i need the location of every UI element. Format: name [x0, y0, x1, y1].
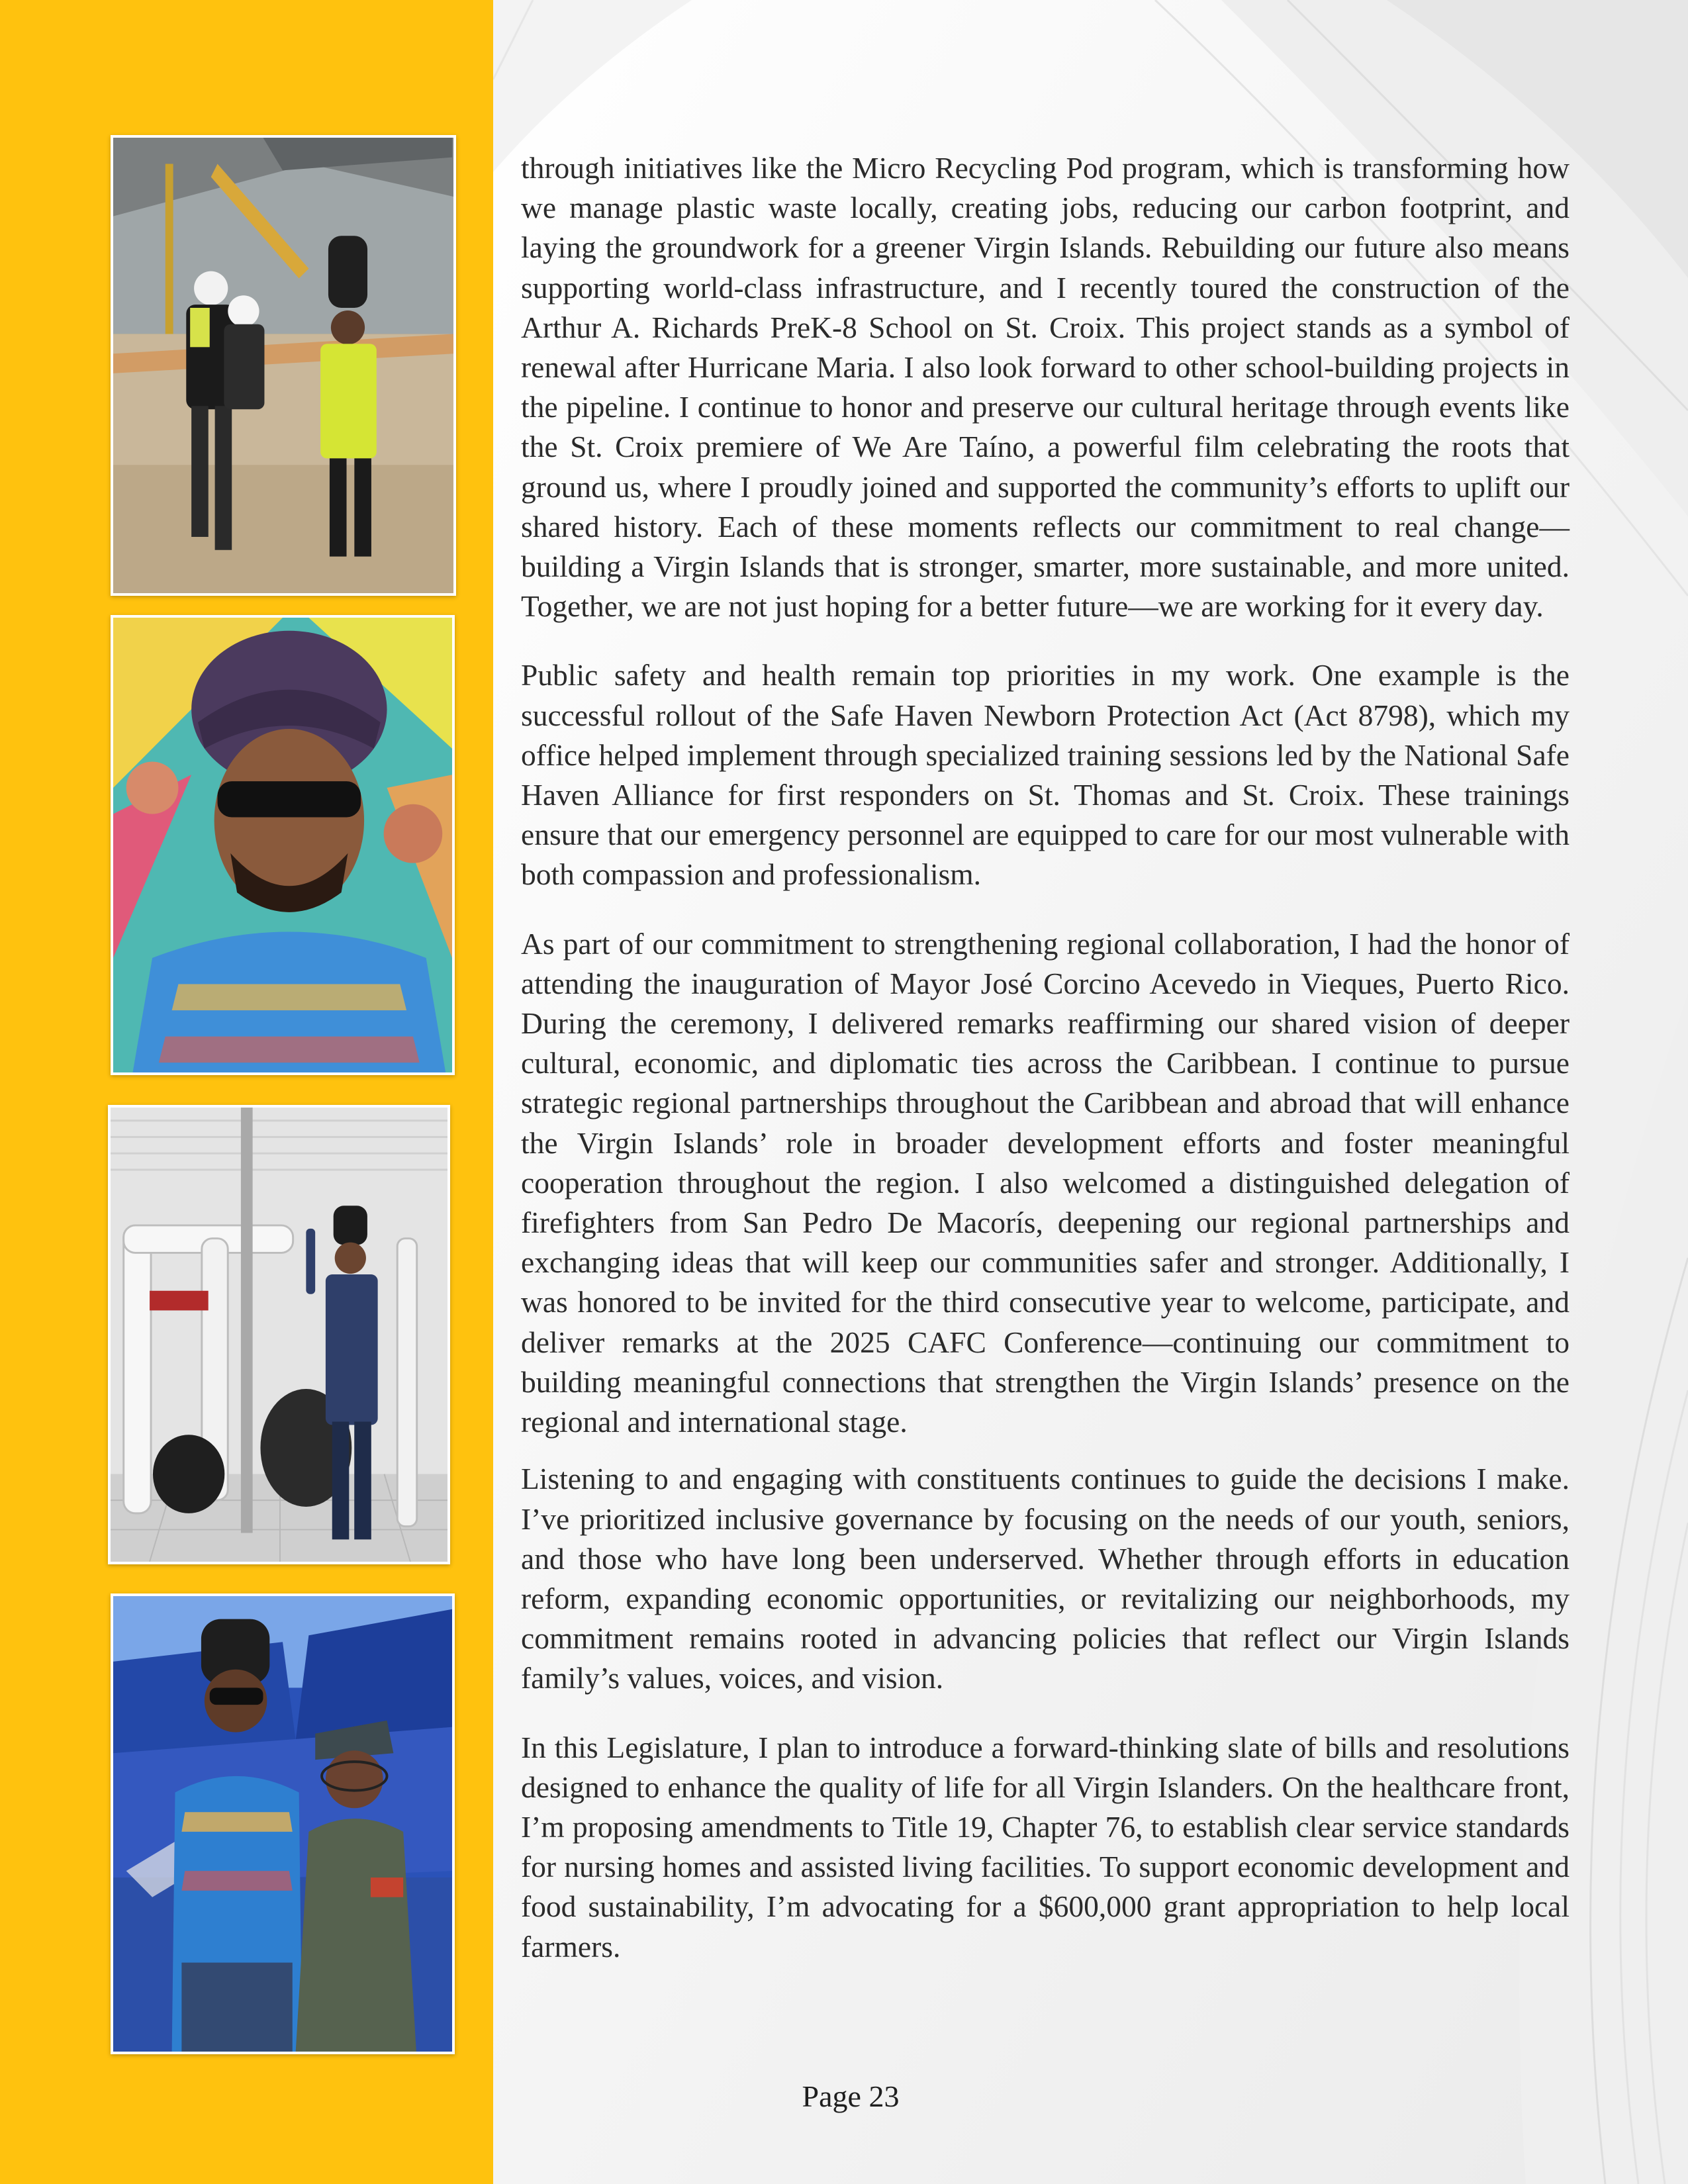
photo-portrait [111, 615, 455, 1075]
paragraph-recycling-infrastructure: through initiatives like the Micro Recycling Pod program, which is transforming how we manage plastic waste locally, creating jobs, reducing our carbon footprint, and laying the groundwork for a greener Virgin Islands. Rebuilding our future also means supporting world-class infrastructure, and I recently toured the construction of the Arthur A. Richards PreK-8 School on St. Croix. This project stands as a symbol of renewal after Hurricane Maria. I also look forward to other school-building projects in the pipeline. I continue to honor and preserve our cultural heritage through events like the St. Croix premiere of We Are Taíno, a powerful film celebrating the roots that ground us, where I proudly joined and supported the community’s efforts to uplift our shared history. Each of these moments reflects our commitment to real change—building a Virgin Islands that is stronger, smarter, more sustainable, and more united. Together, we are not just hoping for a better future—we are working for it every day. [521, 151, 1570, 624]
portrait-photo-icon [113, 618, 452, 1072]
construction-site-photo-icon [113, 138, 453, 593]
photo-construction-site [111, 135, 456, 596]
equipment-room-photo-icon [111, 1108, 447, 1562]
paragraph-constituents: Listening to and engaging with constituents continues to guide the decisions I make. I’ve prioritized inclusive governance by focusing on the needs of our youth, seniors, and those who have long been underserved. Whether through efforts in education reform, expanding economic opportunities, or revitalizing our neighborhoods, my commitment remains rooted in advancing policies that reflect our Virgin Islands family’s values, voices, and vision. [521, 1462, 1570, 1695]
paragraph-public-safety: Public safety and health remain top priorities in my work. One example is the successful rollout of the Safe Haven Newborn Protection Act (Act 8798), which my office helped implement through specialized training sessions led by the National Safe Haven Alliance for first responders on St. Thomas and St. Croix. These trainings ensure that our emergency personnel are equipped to care for our most vulnerable with both compassion and professionalism. [521, 658, 1570, 892]
photo-outdoor-event [111, 1593, 455, 2054]
body-text [521, 148, 1570, 1996]
paragraph-legislature: In this Legislature, I plan to introduce a forward-thinking slate of bills and resolutions designed to enhance the quality of life for all Virgin Islanders. On the healthcare front, I’m proposing amendments to Title 19, Chapter 76, to establish clear service standards for nursing homes and assisted living facilities. To support economic development and food sustainability, I’m advocating for a $600,000 grant appropriation to help local farmers. [521, 1730, 1570, 1964]
paragraph-regional-collaboration: As part of our commitment to strengthening regional collaboration, I had the honor of attending the inauguration of Mayor José Corcino Acevedo in Vieques, Puerto Rico. During the ceremony, I delivered remarks reaffirming our shared vision of deeper cultural, economic, and diplomatic ties across the Caribbean. I continue to pursue strategic regional partnerships throughout the Caribbean and abroad that will enhance the Virgin Islands’ role in broader development efforts and foster meaningful cooperation throughout the region. I also welcomed a distinguished delegation of firefighters from San Pedro De Macorís, deepening our regional partnerships and exchanging ideas that will keep our communities safer and stronger. Additionally, I was honored to be invited for the third consecutive year to welcome, participate, and deliver remarks at the 2025 CAFC Conference—continuing our commitment to building meaningful connections that strengthen the Virgin Islands’ presence on the regional and international stage. [521, 926, 1570, 1439]
page-number: Page 23 [802, 2079, 900, 2113]
outdoor-event-photo-icon [113, 1596, 452, 2052]
photo-equipment-room [108, 1105, 450, 1564]
